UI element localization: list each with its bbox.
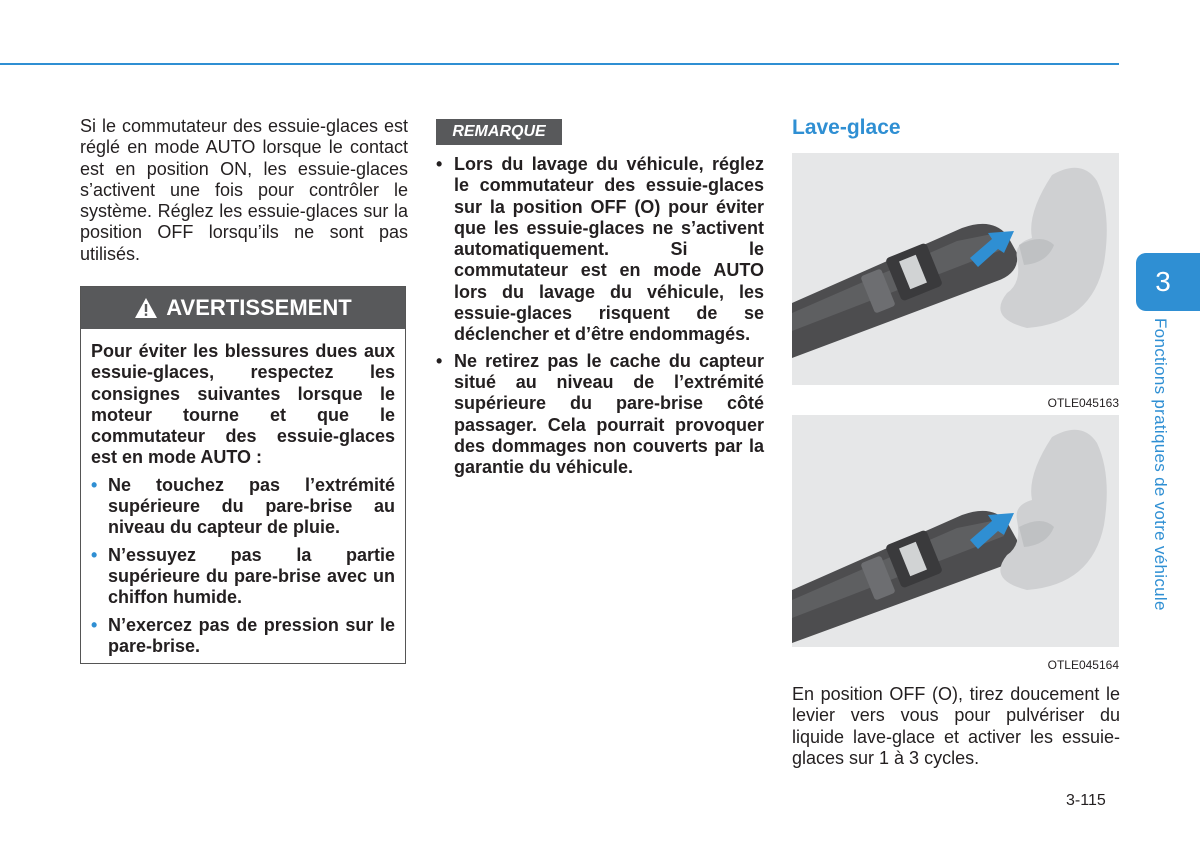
chapter-number: 3 xyxy=(1155,266,1171,297)
wiper-lever-illustration-a xyxy=(792,153,1119,385)
chapter-tab xyxy=(1136,253,1200,311)
header-rule xyxy=(0,63,1119,65)
page-number: 3-115 xyxy=(1066,792,1106,809)
bullet-icon: • xyxy=(436,350,443,371)
warning-triangle-icon xyxy=(134,297,158,319)
warning-body xyxy=(81,329,405,657)
warning-item: • N’essuyez pas la partie supérieure du pare-brise avec un chiffon humide. xyxy=(91,544,395,608)
figure-code-a: OTLE045163 xyxy=(1047,396,1119,410)
warning-box xyxy=(80,286,406,664)
intro-paragraph: Si le commutateur des essuie-glaces est réglé en mode AUTO lorsque le contact est en position ON, les essuie-glaces s’activent une fois pour contrôler le système. Réglez les essuie-glaces sur la position OFF lorsqu’ils ne sont pas utilisés. xyxy=(80,116,408,264)
figure-b xyxy=(792,415,1119,647)
washer-paragraph: En position OFF (O), tirez doucement le levier vers vous pour pulvériser du liquide lave-glace et activer les essuie-glaces sur 1 à 3 cycles. xyxy=(792,684,1120,768)
note-tag: REMARQUE xyxy=(436,119,562,145)
warning-item: • N’exercez pas de pression sur le pare-brise. xyxy=(91,614,395,656)
section-title: Lave-glace xyxy=(792,116,901,139)
bullet-icon: • xyxy=(91,474,98,495)
figure-a xyxy=(792,153,1119,385)
warning-title: AVERTISSEMENT xyxy=(166,295,352,320)
bullet-icon: • xyxy=(436,154,443,174)
figure-code-b: OTLE045164 xyxy=(1047,658,1119,672)
bullet-icon: • xyxy=(91,544,98,565)
warning-item: • Ne touchez pas l’extrémité supérieure du pare-brise au niveau du capteur de pluie. xyxy=(91,474,395,538)
warning-list xyxy=(91,475,395,657)
bullet-icon: • xyxy=(91,614,98,635)
note-list xyxy=(436,154,764,483)
wiper-lever-illustration-b xyxy=(792,415,1119,647)
note-item: • Lors du lavage du véhicule, réglez le commutateur des essuie-glaces sur la position OFF (O) pour éviter que les essuie-glaces ne s’activent automatiquement. Si le commutateur est en mode AUTO lors du lavage du véhicule, les essuie-glaces risquent de se déclencher et d’être endommagés. xyxy=(436,154,764,345)
note-item: • Ne retirez pas le cache du capteur situé au niveau de l’extrémité supérieure du pare-brise côté passager. Cela pourrait provoquer des dommages non couverts par la garantie du véhicule. xyxy=(436,350,764,478)
warning-intro: Pour éviter les blessures dues aux essuie-glaces, respectez les consignes suivantes lorsque le moteur tourne et que le commutateur des essuie-glaces est en mode AUTO : xyxy=(91,341,395,468)
chapter-title: Fonctions pratiques de votre véhicule xyxy=(1151,318,1170,611)
warning-header xyxy=(81,287,405,329)
